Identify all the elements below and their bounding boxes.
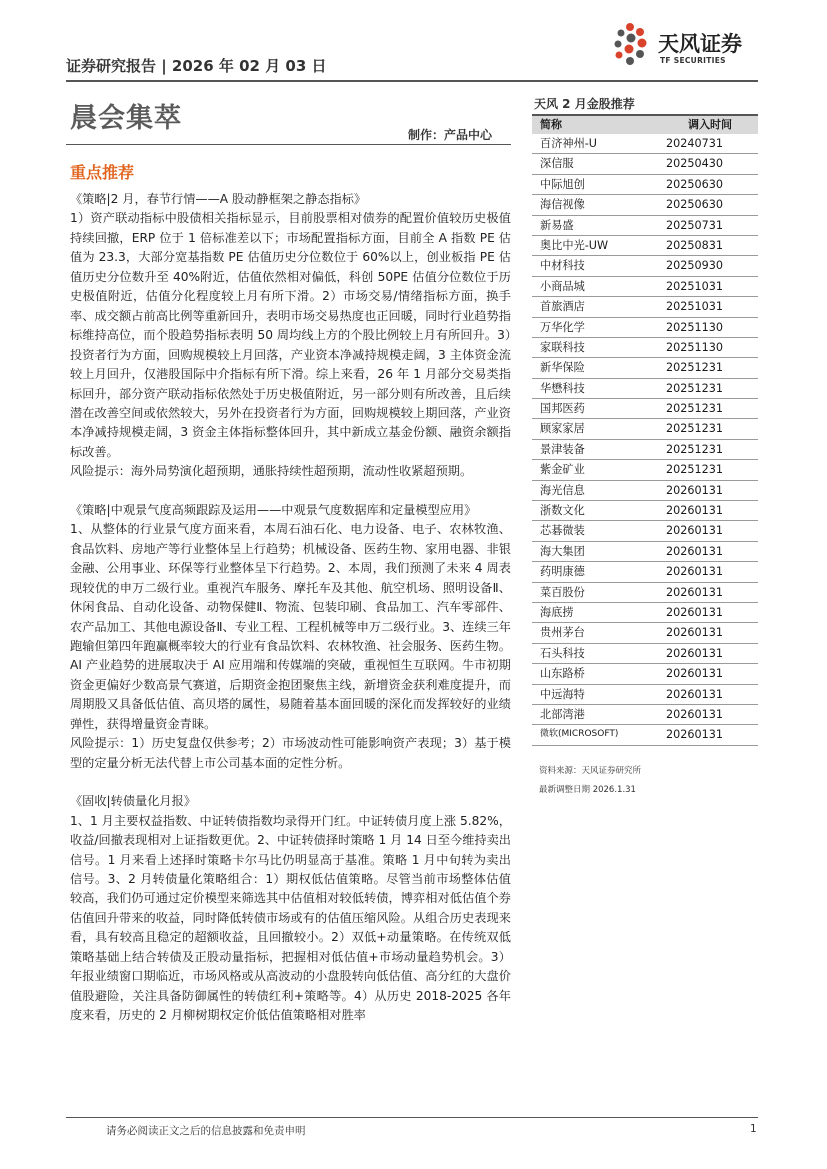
table-row: [532, 236, 758, 256]
stock-name: 首旅酒店: [540, 300, 585, 314]
table-row: [532, 481, 758, 501]
table-row: [532, 685, 758, 705]
stock-table-body: [532, 134, 758, 746]
table-header: [532, 116, 758, 134]
section-heading: 重点推荐: [70, 163, 135, 182]
stock-name: 海底捞: [540, 605, 574, 619]
table-row: [532, 501, 758, 521]
table-row: [532, 318, 758, 338]
stock-name: 海信视像: [540, 198, 585, 212]
page-number: 1: [750, 1123, 757, 1135]
stock-date: 20250831: [666, 238, 723, 252]
column-header-date: 调入时间: [688, 118, 732, 131]
table-row: [532, 440, 758, 460]
sidebar-title: 天风 2 月金股推荐: [532, 94, 758, 116]
stock-name: 海大集团: [540, 544, 585, 558]
column-header-name: 简称: [540, 118, 562, 131]
table-row: [532, 338, 758, 358]
stock-date: 20260131: [666, 707, 723, 721]
stock-date: 20250430: [666, 157, 723, 171]
table-row: [532, 134, 758, 154]
table-row: [532, 154, 758, 174]
stock-name: 紫金矿业: [540, 463, 585, 477]
stock-date: 20260131: [666, 667, 723, 681]
stock-date: 20251031: [666, 300, 723, 314]
article-strategy-meso: [70, 501, 511, 773]
table-row: [532, 297, 758, 317]
page-title: 晨会集萃: [70, 103, 182, 134]
stock-name: 景津装备: [540, 442, 585, 456]
stock-name: 中远海特: [540, 687, 585, 701]
stock-name: 浙数文化: [540, 504, 585, 518]
stock-date: 20260131: [666, 646, 723, 660]
table-row: [532, 256, 758, 276]
article-title: 《策略|中观景气度高频跟踪及运用——中观景气度数据库和定量模型应用》: [70, 502, 477, 517]
golden-stock-sidebar: [532, 94, 758, 746]
stock-name: 奥比中光-UW: [540, 238, 609, 252]
table-row: [532, 419, 758, 439]
article-body: 1、从整体的行业景气度方面来看，本周石油石化、电力设备、电子、农林牧渔、食品饮料、房地产等行业整体呈上行趋势；机械设备、医药生物、家用电器、非银金融、公用事业、环保等行业整体呈下行趋势。2、本周，我们预测了未来 4 周表现较优的申万二级行业。重视汽车服务、摩托车及其他、航空机场、照明设备Ⅱ、休闲食品、自动化设备、动物保健Ⅱ、物流、包装印刷、食品加工、汽车零部件、农产品加工、其他电源设备Ⅱ、专业工程、工程机械等申万二级行业。3、连续三年跑输但第四年跑赢概率较大的行业有食品饮料、农林牧渔、社会服务、医药生物。AI 产业趋势的进展取决于 AI 应用端和传媒端的突破，重视恒生互联网。牛市初期资金更偏好少数高景气赛道，后期资金抱团聚焦主线，新增资金获利难度提升，而周期股又具备低估值、高贝塔的属性，易随着基本面回暖的深化而发挥较好的业绩弹性，获得增量资金青睐。: [70, 522, 511, 731]
table-row: [532, 521, 758, 541]
table-row: [532, 705, 758, 725]
stock-date: 20260131: [666, 728, 723, 742]
stock-name: 百济神州-U: [540, 137, 597, 150]
footer-disclaimer: 请务必阅读正文之后的信息披露和免责申明: [106, 1125, 306, 1137]
risk-warning: 风险提示：1）历史复盘仅供参考；2）市场波动性可能影响资产表现；3）基于模型的定量分析无法代替上市公司基本面的定性分析。: [70, 736, 511, 770]
table-row: [532, 725, 758, 745]
stock-date: 20260131: [666, 687, 723, 701]
stock-date: 20260131: [666, 524, 723, 538]
stock-date: 20260131: [666, 626, 723, 640]
stock-name: 华懋科技: [540, 381, 585, 395]
stock-date: 20251130: [666, 340, 723, 354]
table-row: [532, 583, 758, 603]
stock-date: 20251231: [666, 422, 723, 436]
stock-date: 20260131: [666, 585, 723, 599]
stock-date: 20250731: [666, 218, 723, 232]
stock-date: 20260131: [666, 483, 723, 497]
stock-name: 菜百股份: [540, 585, 585, 599]
stock-date: 20251231: [666, 381, 723, 395]
stock-name: 国邦医药: [540, 402, 585, 416]
table-row: [532, 216, 758, 236]
stock-date: 20251031: [666, 279, 723, 293]
stock-date: 20251130: [666, 320, 723, 334]
table-row: [532, 664, 758, 684]
stock-date: 20250930: [666, 259, 723, 273]
table-row: [532, 399, 758, 419]
stock-date: 20251231: [666, 402, 723, 416]
stock-name: 家联科技: [540, 340, 585, 354]
logo-text: 天风证券: [658, 32, 742, 56]
table-row: [532, 358, 758, 378]
table-row: [532, 277, 758, 297]
stock-name: 石头科技: [540, 646, 585, 660]
stock-date: 20260131: [666, 565, 723, 579]
table-row: [532, 562, 758, 582]
source-note: 资料来源：天风证券研究所: [539, 766, 642, 776]
table-row: [532, 175, 758, 195]
stock-name: 贵州茅台: [540, 626, 585, 640]
article-fixed-income: [70, 792, 511, 1025]
updated-note: 最新调整日期 2026.1.31: [539, 785, 636, 795]
stock-date: 20240731: [666, 137, 723, 150]
table-row: [532, 379, 758, 399]
producer-label: 制作：产品中心: [408, 128, 493, 142]
tf-securities-logo: [610, 22, 760, 72]
top-divider: [66, 80, 758, 82]
table-row: [532, 603, 758, 623]
article-strategy-feb: [70, 190, 511, 482]
footer-divider: [66, 1117, 758, 1118]
stock-name: 芯碁微装: [540, 524, 585, 538]
stock-name: 山东路桥: [540, 667, 585, 681]
stock-date: 20260131: [666, 504, 723, 518]
table-row: [532, 644, 758, 664]
risk-warning: 风险提示：海外局势演化超预期，通胀持续性超预期，流动性收紧超预期。: [70, 464, 473, 479]
logo-mark-icon: [610, 22, 654, 68]
stock-name: 中材科技: [540, 259, 585, 273]
stock-date: 20251231: [666, 361, 723, 375]
stock-name: 北部湾港: [540, 707, 585, 721]
stock-date: 20250630: [666, 198, 723, 212]
stock-name: 药明康德: [540, 565, 585, 579]
logo-subtext: TF SECURITIES: [660, 56, 726, 65]
stock-name: 顾家家居: [540, 422, 585, 436]
stock-name: 微软(MICROSOFT): [540, 729, 619, 740]
stock-name: 深信服: [540, 157, 574, 171]
main-content: [70, 190, 511, 1026]
article-title: 《固收|转债量化月报》: [70, 794, 196, 809]
article-body: 1、1 月主要权益指数、中证转债指数均录得开门红。中证转债月度上涨 5.82%，收益/回撤表现相对上证指数更优。2、中证转债择时策略 1 月 14 日至今维持卖出信号。1 月来看上述择时策略卡尔马比仍明显高于基准。策略 1 月中旬转为卖出信号。3、2 月转债量化策略组合：1）期权低估值策略。尽管当前市场整体估值较高，我们仍可通过定价模型来筛选其中估值相对较低转债，博弈相对低估值个券估值回升带来的收益，同时降低转债市场或有的估值压缩风险。从组合历史表现来看，具有较高且稳定的超额收益，且回撤较小。2）双低+动量策略。在传统双低策略基础上结合转债及正股动量指标，把握相对低估值+市场动量趋势机会。3）年报业绩窗口期临近，市场风格或从高波动的小盘股转向低估值、高分红的大盘价值股避险，关注具备防御属性的转债红利+策略等。4）从历史 2018-2025 各年度来看，历史的 2 月柳树期权定价低估值策略相对胜率: [70, 813, 511, 1023]
stock-date: 20260131: [666, 544, 723, 558]
table-row: [532, 623, 758, 643]
stock-date: 20250630: [666, 177, 723, 191]
stock-date: 20251231: [666, 463, 723, 477]
stock-date: 20260131: [666, 605, 723, 619]
table-row: [532, 542, 758, 562]
table-row: [532, 195, 758, 215]
table-row: [532, 460, 758, 480]
stock-name: 新华保险: [540, 361, 585, 375]
stock-name: 小商品城: [540, 279, 585, 293]
stock-name: 海光信息: [540, 483, 585, 497]
stock-name: 中际旭创: [540, 177, 585, 191]
stock-date: 20251231: [666, 442, 723, 456]
article-body: 1）资产联动指标中股债相关指标显示，目前股票相对债券的配置价值较历史极值持续回撤，ERP 位于 1 倍标准差以下；市场配置指标方面，目前全 A 指数 PE 估值为 23.3，大部分宽基指数 PE 估值历史分位数位于 60%以上，创业板指 PE 估值历史分位数升至 40%附近，估值依然相对偏低，科创 50PE 估值分位数位于历史极值附近，估值分化程度较上月有所下滑。2）市场交易/情绪指标方面，换手率、成交额占前高比例等重新回升，表明市场交易热度也正回暖，同时行业趋势指标维持高位，而个股趋势指标表明 50 周均线上方的个股比例较上月有所回升。3）投资者行为方面，回购规模较上月回落，产业资本净减持规模走阔，3 主体资金流较上月回升，仅港股国际中介指标有所下滑。综上来看，26 年 1 月部分交易类指标回升，部分资产联动指标依然处于历史极值附近，另一部分则有所改善，且后续潜在改善空间或依然较大，另外在投资者行为方面，回购规模较上期回落，产业资本净减持规模走阔，3 资金主体指标整体回升，其中新成立基金份额、融资余额指标改善。: [70, 211, 511, 459]
article-title: 《策略|2 月，春节行情——A 股动静框架之静态指标》: [70, 192, 367, 206]
stock-name: 万华化学: [540, 320, 585, 334]
report-date-line: 证券研究报告 | 2026 年 02 月 03 日: [66, 57, 327, 75]
title-divider: [66, 144, 511, 145]
stock-name: 新易盛: [540, 218, 574, 232]
